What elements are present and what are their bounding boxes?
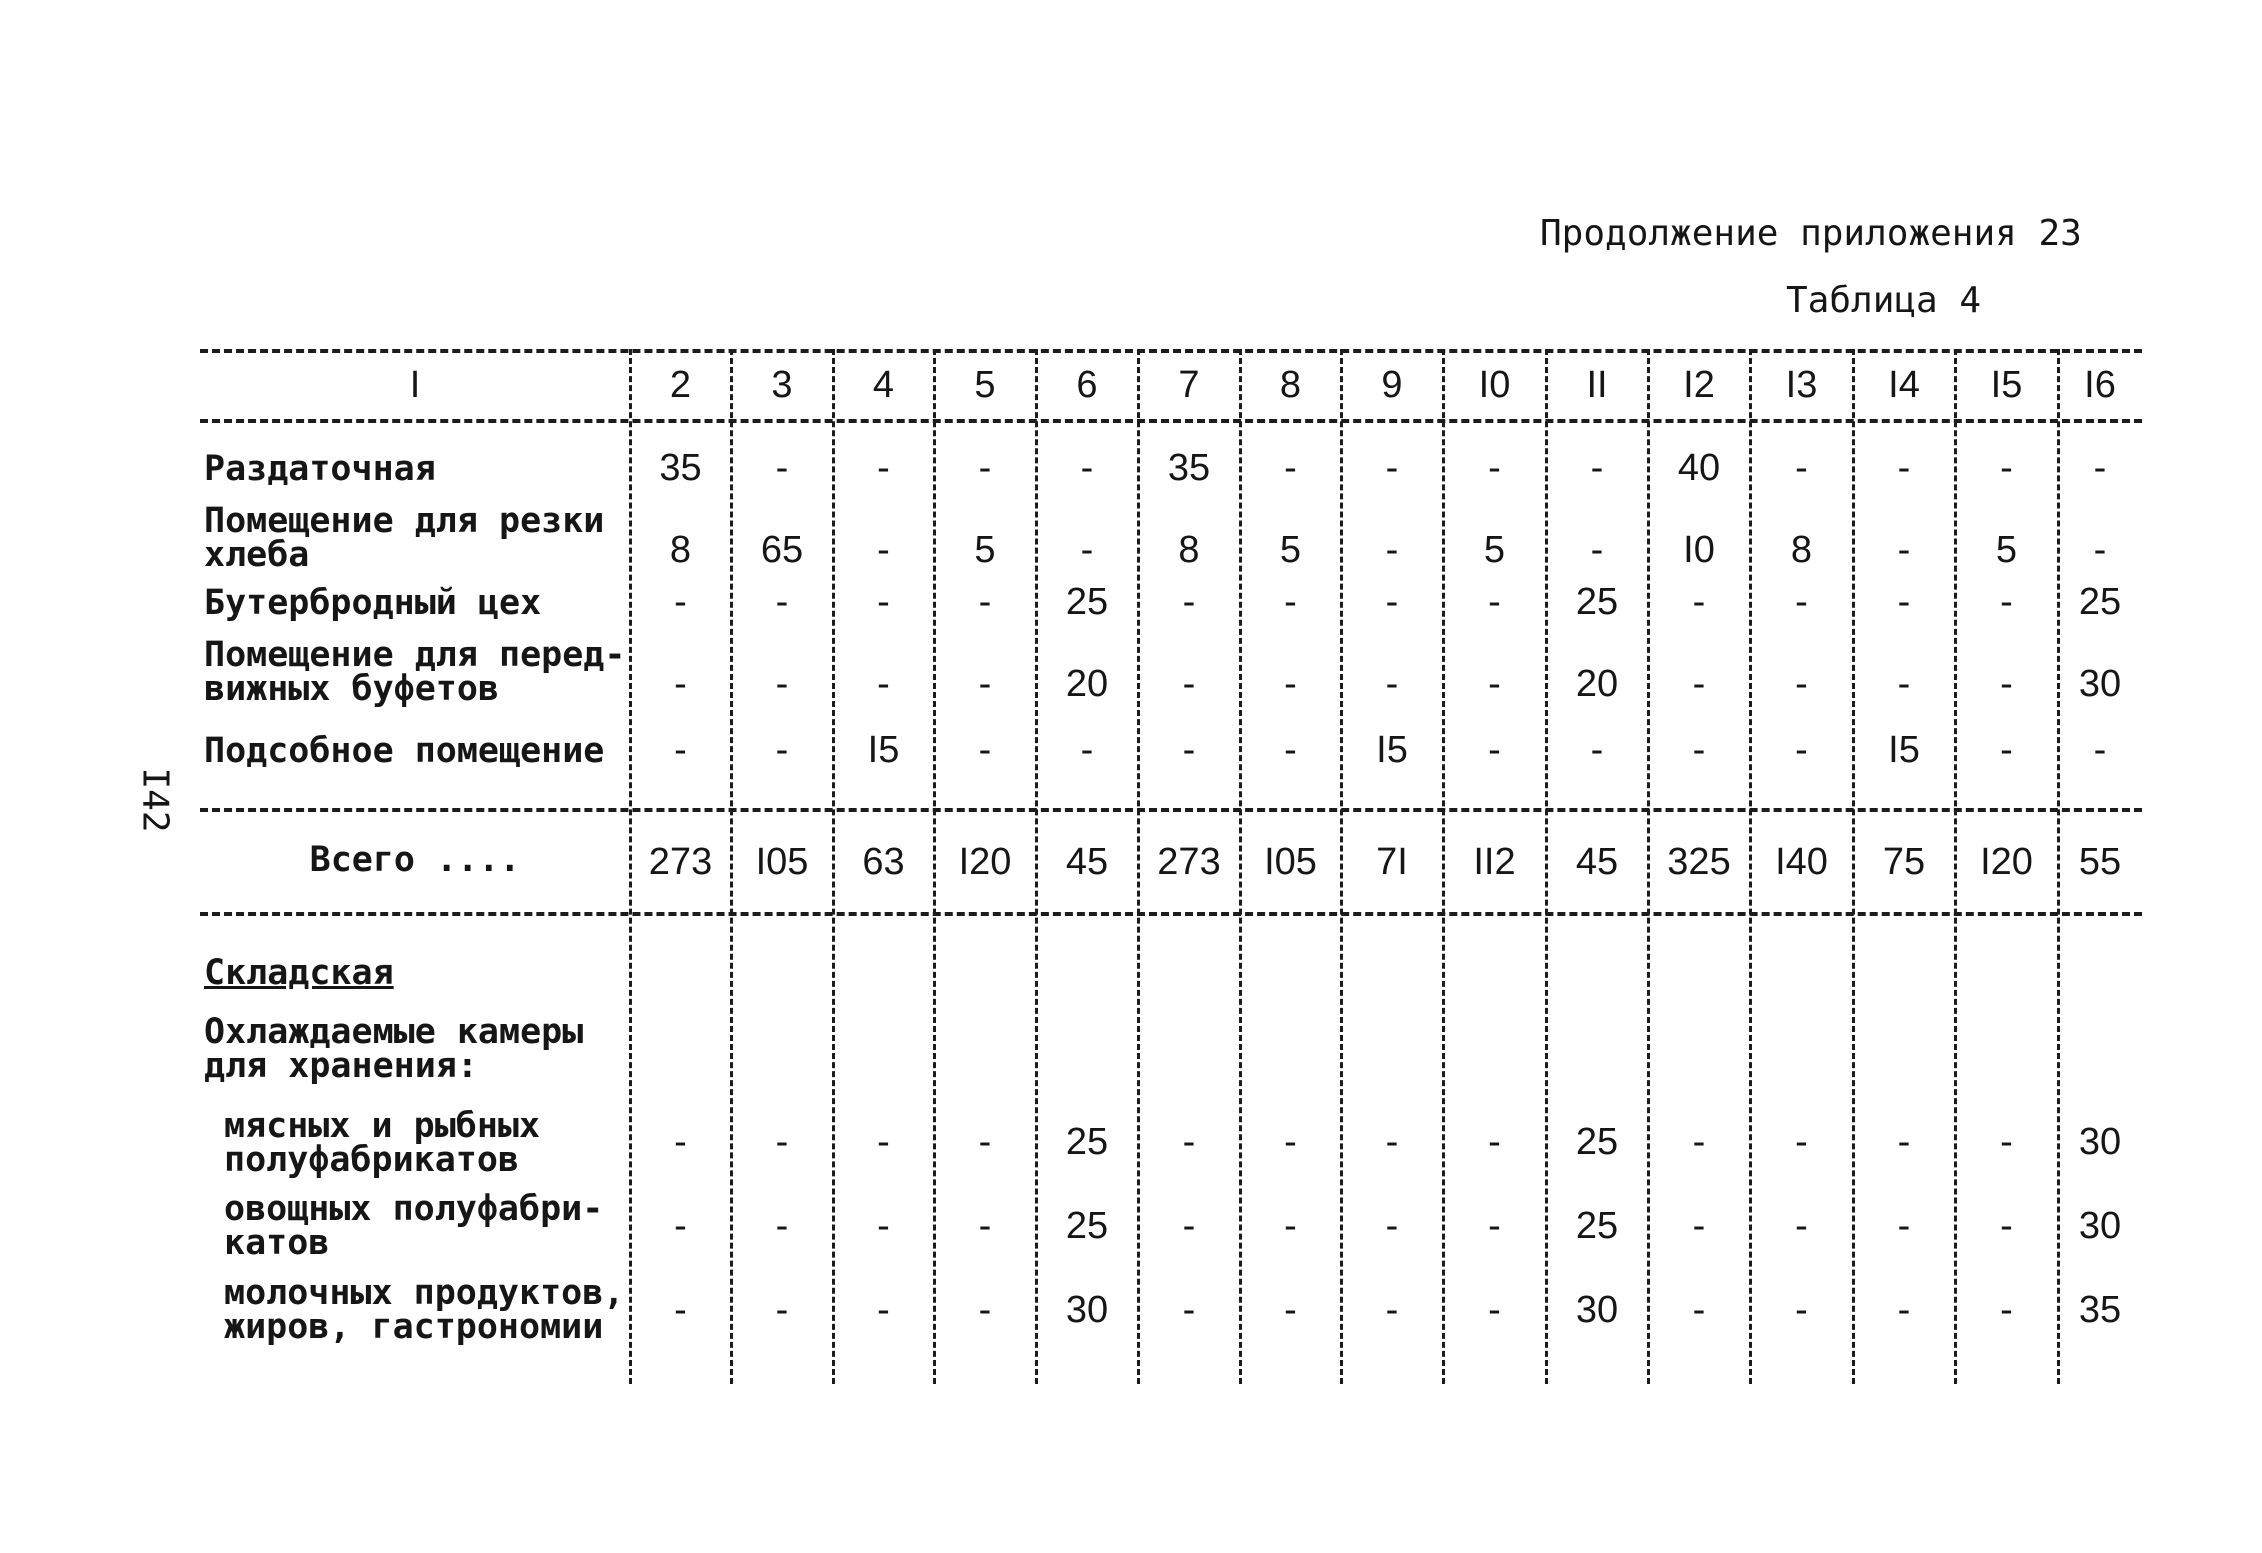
table-cell: -: [1692, 662, 1706, 705]
table-cell: 40: [1677, 446, 1721, 489]
total-cell: 45: [1575, 840, 1619, 883]
table-cell: 35: [659, 446, 702, 489]
table-cell: -: [1080, 528, 1094, 571]
table-cell: 25: [1575, 1120, 1619, 1163]
table-cell: -: [1284, 662, 1297, 705]
total-top-separator: [200, 808, 2142, 812]
table-cell: -: [1692, 1288, 1706, 1331]
column-header: 8: [1279, 363, 1302, 406]
table-cell: -: [1897, 1288, 1911, 1331]
table-cell: 20: [1065, 662, 1109, 705]
row-label: Подсобное помещение: [204, 731, 605, 771]
table-cell: -: [674, 580, 687, 623]
row-label: Помещение для перед- вижных буфетов: [204, 635, 626, 709]
total-cell: 273: [648, 840, 713, 883]
table-cell: -: [877, 1204, 890, 1247]
table-cell: 25: [1575, 580, 1619, 623]
section-row-label: молочных продуктов, жиров, гастрономии: [224, 1273, 625, 1347]
total-cell: I05: [755, 840, 809, 883]
table-cell: -: [1488, 662, 1501, 705]
table-cell: 5: [1279, 528, 1302, 571]
table-cell: -: [1488, 1288, 1501, 1331]
column-header: 3: [771, 363, 793, 406]
total-cell: 273: [1157, 840, 1221, 883]
table-cell: 30: [1575, 1288, 1619, 1331]
table-cell: -: [877, 662, 890, 705]
table-cell: -: [2000, 662, 2013, 705]
column-header: 7: [1178, 363, 1200, 406]
table-cell: -: [1692, 1204, 1706, 1247]
total-cell: 45: [1065, 840, 1109, 883]
table-cell: 35: [2078, 1288, 2122, 1331]
table-cell: -: [2000, 580, 2013, 623]
table-cell: -: [1795, 1288, 1808, 1331]
table-cell: -: [1897, 446, 1911, 489]
table-title: Таблица 4: [1786, 280, 1982, 321]
total-cell: I20: [1980, 840, 2033, 883]
table-cell: 30: [2078, 1204, 2122, 1247]
total-cell: 55: [2078, 840, 2122, 883]
table-cell: -: [1488, 446, 1501, 489]
page-number: I42: [134, 767, 176, 833]
row-label: Раздаточная: [204, 449, 436, 489]
table-cell: -: [1385, 662, 1399, 705]
table-cell: -: [877, 1288, 890, 1331]
table-cell: -: [1590, 528, 1604, 571]
table-cell: -: [775, 1120, 789, 1163]
table-cell: 30: [2078, 662, 2122, 705]
table-cell: -: [2000, 1204, 2013, 1247]
table-cell: -: [1692, 1120, 1706, 1163]
table-cell: 35: [1167, 446, 1211, 489]
table-cell: -: [1385, 1204, 1399, 1247]
column-header: 5: [974, 363, 996, 406]
column-header: I6: [2084, 363, 2116, 406]
table-cell: 25: [1065, 580, 1109, 623]
table-cell: -: [978, 1288, 992, 1331]
table-cell: -: [775, 446, 789, 489]
table-cell: -: [1795, 728, 1808, 771]
column-header: I5: [1990, 363, 2023, 406]
table-cell: -: [1182, 1288, 1196, 1331]
section-row-label: овощных полуфабри- катов: [224, 1189, 604, 1263]
table-cell: I5: [1888, 728, 1920, 771]
table-cell: 25: [1575, 1204, 1619, 1247]
table-cell: -: [775, 728, 789, 771]
table-cell: -: [1590, 728, 1604, 771]
table-cell: 30: [2078, 1120, 2122, 1163]
total-cell: 325: [1667, 840, 1731, 883]
table-cell: -: [1897, 580, 1911, 623]
column-header: II: [1586, 363, 1608, 406]
table-cell: -: [978, 662, 992, 705]
table-cell: -: [1182, 580, 1196, 623]
total-cell: I40: [1775, 840, 1828, 883]
table-cell: -: [1488, 1120, 1501, 1163]
column-header: I4: [1888, 363, 1920, 406]
row-label: Помещение для резки хлеба: [204, 501, 605, 575]
table-cell: 8: [669, 528, 692, 571]
table-cell: -: [978, 1204, 992, 1247]
total-cell: 7I: [1376, 840, 1408, 883]
row-label: Бутербродный цех: [204, 583, 542, 623]
continuation-header: Продолжение приложения 23: [1540, 213, 2082, 254]
table-cell: 5: [1483, 528, 1506, 571]
table-cell: -: [1385, 580, 1399, 623]
section-subtitle: Охлаждаемые камеры для хранения:: [204, 1012, 584, 1086]
total-label: Всего ....: [309, 840, 521, 880]
table-cell: 30: [1065, 1288, 1109, 1331]
table-cell: 65: [760, 528, 804, 571]
table-cell: -: [877, 580, 890, 623]
table-cell: -: [1385, 1288, 1399, 1331]
table-cell: -: [674, 1288, 687, 1331]
table-cell: -: [775, 1204, 789, 1247]
table-cell: -: [2000, 1288, 2013, 1331]
table-cell: -: [1795, 662, 1808, 705]
table-cell: 5: [974, 528, 996, 571]
table-cell: -: [877, 446, 890, 489]
table-cell: -: [978, 728, 992, 771]
table-cell: 25: [1065, 1204, 1109, 1247]
table-cell: 25: [1065, 1120, 1109, 1163]
total-cell: II2: [1473, 840, 1516, 883]
table-cell: -: [1182, 728, 1196, 771]
table-cell: -: [1897, 1204, 1911, 1247]
section-title: Складская: [204, 953, 394, 993]
total-cell: I05: [1264, 840, 1317, 883]
table-cell: -: [1897, 1120, 1911, 1163]
column-header: 9: [1381, 363, 1403, 406]
table-cell: -: [1284, 580, 1297, 623]
table-cell: -: [2093, 528, 2107, 571]
table-cell: -: [1692, 728, 1706, 771]
table-cell: -: [978, 580, 992, 623]
column-header: I2: [1683, 363, 1715, 406]
table-cell: -: [775, 580, 789, 623]
column-header: I: [409, 363, 421, 406]
table-cell: -: [877, 528, 890, 571]
table-cell: -: [1182, 662, 1196, 705]
table-cell: -: [1284, 1120, 1297, 1163]
table-cell: -: [1080, 446, 1094, 489]
table-cell: -: [1284, 1288, 1297, 1331]
table-cell: -: [1692, 580, 1706, 623]
table-cell: -: [1284, 446, 1297, 489]
table-cell: -: [2000, 446, 2013, 489]
data-table: [200, 349, 2142, 1384]
table-cell: 20: [1575, 662, 1619, 705]
table-cell: 8: [1790, 528, 1813, 571]
table-cell: -: [978, 1120, 992, 1163]
column-header: 6: [1076, 363, 1098, 406]
table-cell: -: [2093, 446, 2107, 489]
table-cell: -: [674, 662, 687, 705]
table-cell: -: [1182, 1120, 1196, 1163]
total-cell: 75: [1882, 840, 1926, 883]
table-cell: -: [775, 1288, 789, 1331]
table-cell: -: [1795, 446, 1808, 489]
table-cell: -: [1488, 580, 1501, 623]
column-header: 2: [669, 363, 692, 406]
table-cell: -: [1795, 1120, 1808, 1163]
table-cell: -: [1284, 728, 1297, 771]
table-cell: -: [1182, 1204, 1196, 1247]
table-cell: -: [1080, 728, 1094, 771]
table-cell: -: [1795, 580, 1808, 623]
table-cell: -: [775, 662, 789, 705]
table-cell: I0: [1683, 528, 1715, 571]
table-cell: -: [1488, 728, 1501, 771]
table-cell: -: [1385, 528, 1399, 571]
total-cell: 63: [862, 840, 905, 883]
table-top-border: [200, 349, 2142, 353]
section-row-label: мясных и рыбных полуфабрикатов: [224, 1106, 541, 1180]
table-cell: -: [1897, 662, 1911, 705]
table-cell: 5: [1995, 528, 2018, 571]
column-header: I3: [1785, 363, 1818, 406]
column-header: 4: [872, 363, 895, 406]
table-cell: I5: [1376, 728, 1408, 771]
table-cell: -: [1488, 1204, 1501, 1247]
table-cell: -: [2093, 728, 2107, 771]
table-cell: 25: [2078, 580, 2122, 623]
total-cell: I20: [958, 840, 1012, 883]
table-cell: -: [2000, 1120, 2013, 1163]
table-cell: -: [1385, 446, 1399, 489]
table-cell: 8: [1178, 528, 1200, 571]
table-cell: I5: [867, 728, 900, 771]
table-cell: -: [978, 446, 992, 489]
header-separator: [200, 419, 2142, 423]
table-cell: -: [674, 1120, 687, 1163]
table-cell: -: [674, 728, 687, 771]
table-cell: -: [674, 1204, 687, 1247]
table-cell: -: [1385, 1120, 1399, 1163]
total-bottom-separator: [200, 912, 2142, 916]
table-cell: -: [2000, 728, 2013, 771]
table-cell: -: [877, 1120, 890, 1163]
table-cell: -: [1897, 528, 1911, 571]
table-cell: -: [1284, 1204, 1297, 1247]
table-cell: -: [1590, 446, 1604, 489]
column-header: I0: [1478, 363, 1511, 406]
table-cell: -: [1795, 1204, 1808, 1247]
